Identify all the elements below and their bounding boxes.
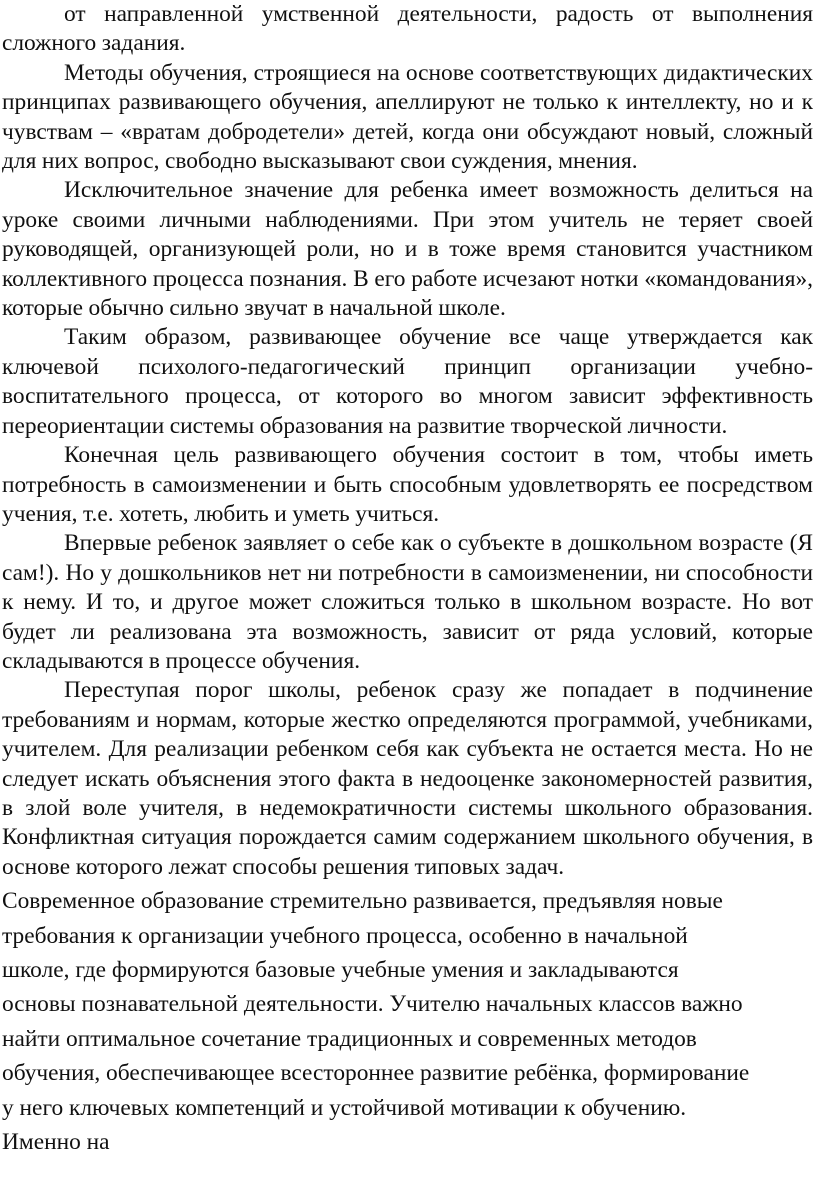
paragraph-teaching-methods: Методы обучения, строящиеся на основе соответствующих дидактических принципах развивающего обучения, апеллируют не только к интеллекту, но и к чувствам – «вратам добродетели» детей, когда они обсуждают новый, сложный для них вопрос, свободно высказывают свои суждения, мнения.	[2, 59, 813, 175]
paragraph-modern-education: Современное образование стремительно развивается, предъявляя новые требования к организации учебного процесса, особенно в начальной школе, где формируются базовые учебные умения и закладываются основы познавательной деятельности. Учителю начальных классов важно найти оптимальное сочетание традиционных и современных методов обучения, обеспечивающее всестороннее развитие ребёнка, формирование у него ключевых компетенций и устойчивой мотивации к обучению. Именно на	[2, 888, 750, 1156]
paragraph-preschool-subject: Впервые ребенок заявляет о себе как о субъекте в дошкольном возрасте (Я сам!). Но у дошкольников нет ни потребности в самоизменении, ни способности к нему. И то, и другое может сложиться только в школьном возрасте. Но вот будет ли реализована эта возможность, зависит от ряда условий, которые складываются в процессе обучения.	[2, 530, 813, 674]
paragraph-developmental-learning: Таким образом, развивающее обучение все чаще утверждается как ключевой психолого-педагогический принцип организации учебно-воспитательного процесса, от которого во многом зависит эффективность переориентации системы образования на развитие творческой личности.	[2, 324, 813, 439]
paragraph-continuation: от направленной умственной деятельности, радость от выполнения сложного задания.	[2, 1, 813, 57]
paragraph-school-threshold: Переступая порог школы, ребенок сразу же попадает в подчинение требованиям и нормам, которые жестко определяются программой, учебниками, учителем. Для реализации ребенком себя как субъекта не остается места. Но не следует искать объяснения этого факта в недооценке закономерностей развития, в злой воле учителя, в недемократичности системы школьного образования. Конфликтная ситуация порождается самим содержанием школьного обучения, в основе которого лежат способы решения типовых задач.	[2, 677, 813, 880]
paragraph-final-goal: Конечная цель развивающего обучения состоит в том, чтобы иметь потребность в самоизменении и быть способным удовлетворять ее посредством учения, т.е. хотеть, любить и уметь учиться.	[2, 442, 813, 527]
paragraph-child-observations: Исключительное значение для ребенка имеет возможность делиться на уроке своими личными наблюдениями. При этом учитель не теряет своей руководящей, организующей роли, но и в тоже время становится участником коллективного процесса познания. В его работе исчезают нотки «командования», которые обычно сильно звучат в начальной школе.	[2, 177, 813, 322]
